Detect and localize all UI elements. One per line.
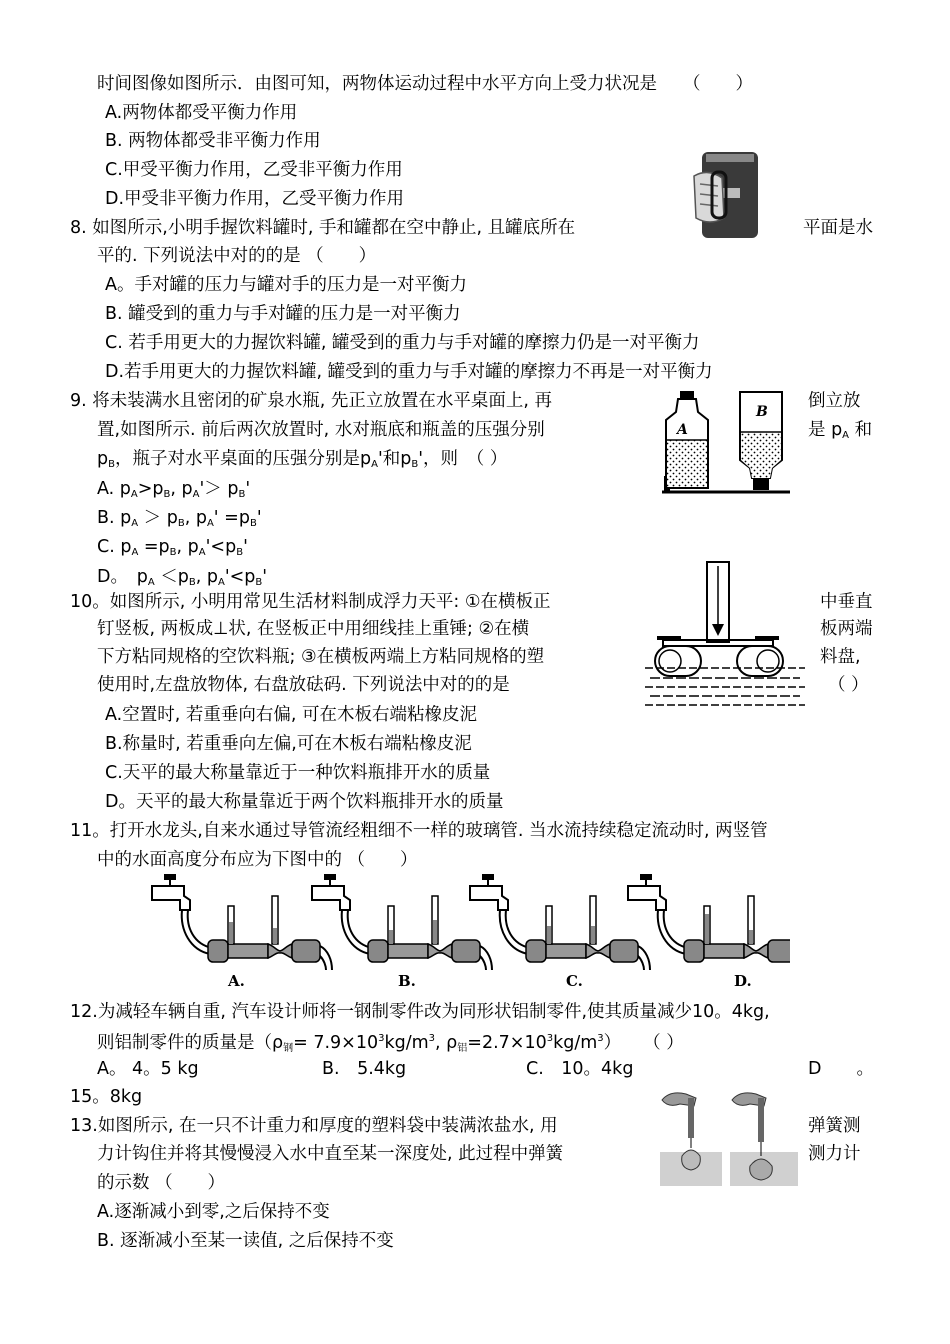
q8-line2: 平的. 下列说法中对的的是 （ ） <box>97 246 377 266</box>
q10-line3-right: 料盘, <box>820 647 861 667</box>
spring-scale-figure <box>660 1078 800 1188</box>
bottle-a-label: A <box>677 422 688 438</box>
faucet-pipes-figure <box>150 870 790 998</box>
q7-option-b: B. 两物体都受非平衡力作用 <box>105 131 321 151</box>
q7-option-a: A.两物体都受平衡力作用 <box>105 103 298 123</box>
q10-line4: 使用时,左盘放物体, 右盘放砝码. 下列说法中对的的是 <box>97 675 510 695</box>
q11-line1: 11。打开水龙头,自来水通过导管流经粗细不一样的玻璃管. 当水流持续稳定流动时, 两竖管 <box>70 821 768 841</box>
faucet-diagram-a <box>152 874 332 970</box>
q12-option-d: D 。 <box>808 1059 874 1079</box>
q12-line1: 12.为减轻车辆自重, 汽车设计师将一钢制零件改为同形状铝制零件,使其质量减少10。4kg, <box>70 1002 770 1022</box>
q12-option-c: C. 10。4kg <box>526 1059 634 1079</box>
q9-line1: 9. 将未装满水且密闭的矿泉水瓶, 先正立放置在水平桌面上, 再 <box>70 391 553 411</box>
q13-line2-right: 测力计 <box>808 1144 861 1164</box>
q8-line1-right: 平面是水 <box>803 218 873 238</box>
q9-line2-right: 是 $p_A$ 和 <box>808 420 873 441</box>
q12-option-b: B. 5.4kg <box>322 1059 407 1079</box>
q12-line2: 则铝制零件的质量是（$\rho_钢= 7.9\times 10^3kg/m^3$, $\rho_铝=2.7\times 10^3kg/m^3$） （ ） <box>97 1033 684 1054</box>
q8-line1: 8. 如图所示,小明手握饮料罐时, 手和罐都在空中静止, 且罐底所在 <box>70 218 576 238</box>
buoyancy-balance-figure <box>645 560 810 712</box>
q13-line1: 13.如图所示, 在一只不计重力和厚度的塑料袋中装满浓盐水, 用 <box>70 1116 558 1136</box>
q10-line2-right: 板两端 <box>820 619 873 639</box>
q9-option-d: D。 $p_A <p_B$, $p_A'<p_B'$ <box>97 567 268 588</box>
bottle-b-label: B <box>756 404 768 420</box>
q11-fig-label-b: B. <box>398 972 416 990</box>
q10-option-d: D。天平的最大称量靠近于两个饮料瓶排开水的质量 <box>105 792 504 812</box>
hand-holding-can-figure <box>690 148 772 242</box>
q8-option-b: B. 罐受到的重力与手对罐的压力是一对平衡力 <box>105 304 461 324</box>
q9-line2: 置,如图所示. 前后两次放置时, 水对瓶底和瓶盖的压强分别 <box>97 420 545 440</box>
q9-option-b: B. $p_A > p_B$, $p_A' =p_B'$ <box>97 508 262 529</box>
q7-option-c: C.甲受平衡力作用，乙受非平衡力作用 <box>105 160 403 180</box>
q13-line2: 力计钩住并将其慢慢浸入水中直至某一深度处, 此过程中弹簧 <box>97 1144 564 1164</box>
q9-option-a: A. $p_A>p_B$, $p_A'> p_B'$ <box>97 479 251 500</box>
q11-fig-label-d: D. <box>734 972 752 990</box>
q9-line1-right: 倒立放 <box>808 391 861 411</box>
q8-option-c: C. 若手用更大的力握饮料罐, 罐受到的重力与手对罐的摩擦力仍是一对平衡力 <box>105 333 700 353</box>
q13-line3: 的示数 （ ） <box>97 1173 226 1193</box>
q10-option-c: C.天平的最大称量靠近于一种饮料瓶排开水的质量 <box>105 763 491 783</box>
faucet-diagram-d <box>628 874 790 970</box>
q12-option-d-value: 15。8kg <box>70 1087 143 1107</box>
q7-stem-tail: 时间图像如图所示．由图可知，两物体运动过程中水平方向上受力状况是 （ ） <box>97 74 753 94</box>
q10-option-b: B.称量时, 若重垂向左偏,可在木板右端粘橡皮泥 <box>105 734 472 754</box>
q10-option-a: A.空置时, 若重垂向右偏, 可在木板右端粘橡皮泥 <box>105 705 477 725</box>
q11-fig-label-a: A. <box>228 972 245 990</box>
q9-line3: $p_B$，瓶子对水平桌面的压强分别是$p_A'$和$p_B'$，则 （ ） <box>97 449 508 470</box>
faucet-diagram-c <box>470 874 650 970</box>
q10-line4-right: （ ） <box>828 675 869 695</box>
q11-fig-label-c: C. <box>566 972 583 990</box>
q9-option-c: C. $p_A =p_B$, $p_A'<p_B'$ <box>97 537 248 558</box>
q10-line3: 下方粘同规格的空饮料瓶; ③在横板两端上方粘同规格的塑 <box>97 647 545 667</box>
q10-line2: 钉竖板, 两板成⊥状, 在竖板正中用细线挂上重锤; ②在横 <box>97 619 530 639</box>
q13-option-a: A.逐渐减小到零,之后保持不变 <box>97 1202 330 1222</box>
q11-line2: 中的水面高度分布应为下图中的 （ ） <box>97 850 418 870</box>
faucet-diagram-b <box>312 874 492 970</box>
q13-option-b: B. 逐渐减小至某一读值, 之后保持不变 <box>97 1231 394 1251</box>
q10-line1-right: 中垂直 <box>820 592 873 612</box>
q12-option-a: A。 4。5 kg <box>97 1059 199 1079</box>
q13-line1-right: 弹簧测 <box>808 1116 861 1136</box>
q7-option-d: D.甲受非平衡力作用，乙受平衡力作用 <box>105 189 405 209</box>
q10-line1: 10。如图所示, 小明用常见生活材料制成浮力天平: ①在横板正 <box>70 592 551 612</box>
q8-option-d: D.若手用更大的力握饮料罐, 罐受到的重力与手对罐的摩擦力不再是一对平衡力 <box>105 362 713 382</box>
q8-option-a: A。手对罐的压力与罐对手的压力是一对平衡力 <box>105 275 467 295</box>
bottles-figure <box>660 388 795 496</box>
